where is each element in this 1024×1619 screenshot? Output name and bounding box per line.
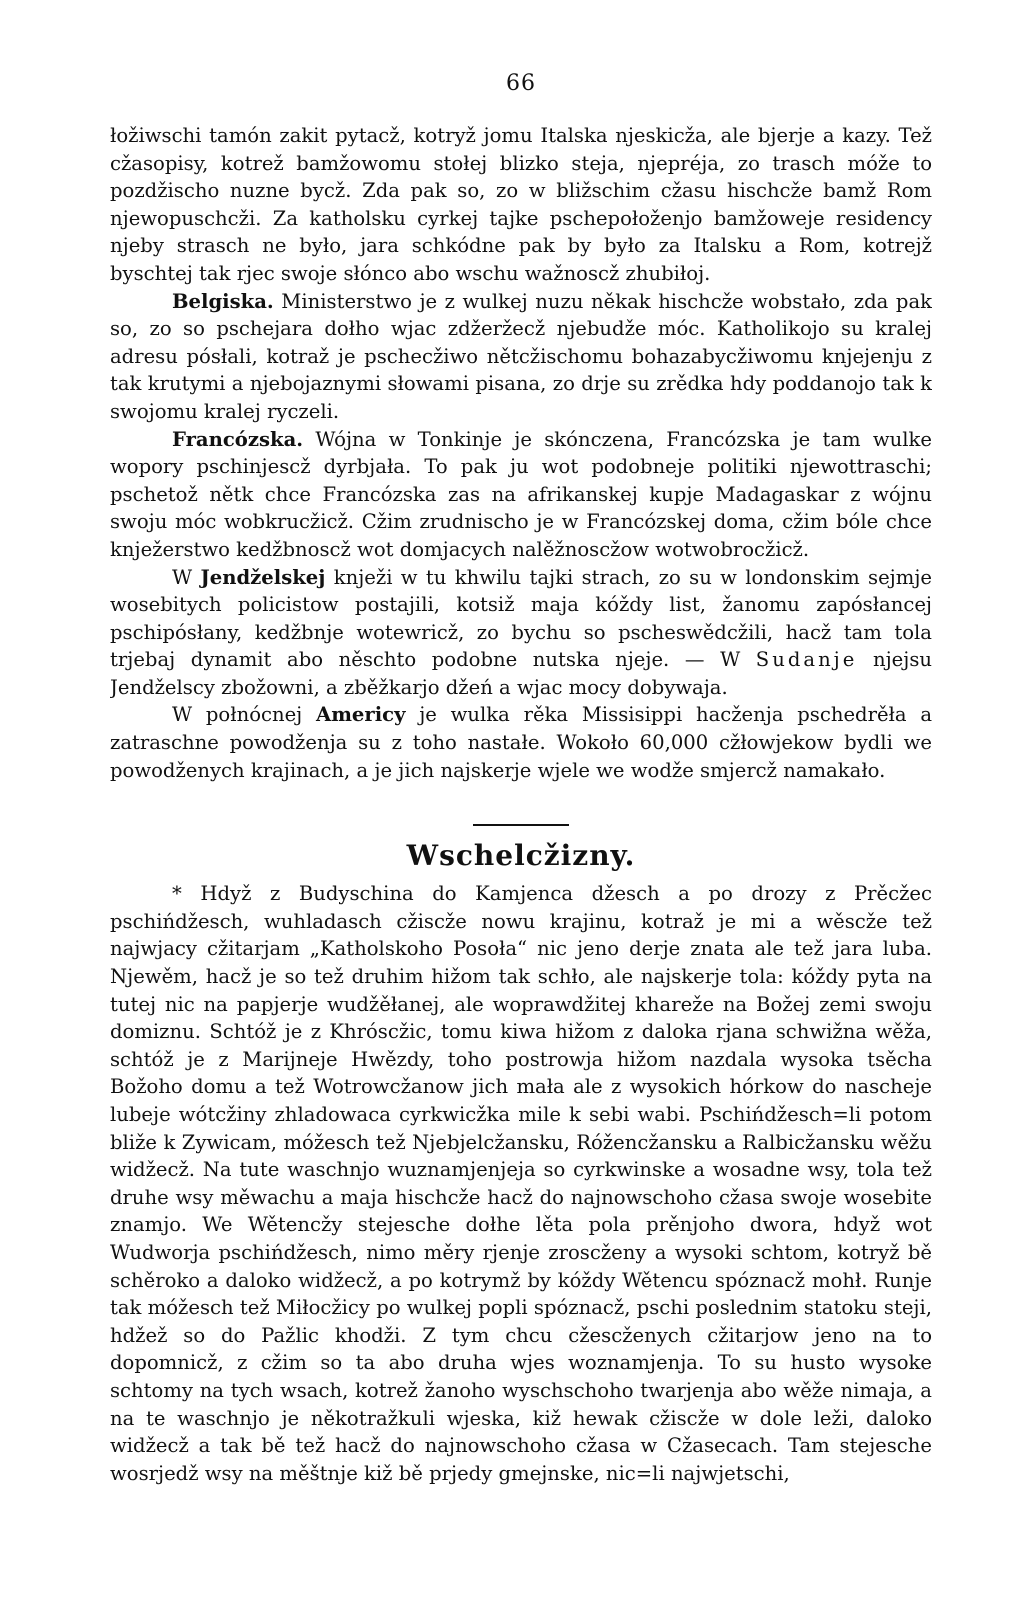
paragraph-amerika (110, 701, 932, 784)
keyword-jendzelskej: Jendželskej (200, 565, 326, 589)
paragraph-amerika-text: je wulka rěka Missisippi hacženja pschedrěła a zatraschne powodženja su z toho nastałe. Wokoło 60,000 cžłowjekow bydli we powodženych krajinach, a je jich najskerje wjele we wodže smjercž namakało. (110, 703, 932, 782)
lead-francozska: Francózska. (172, 427, 304, 451)
paragraph-rome-text: łožiwschi tamón zakit pytacž, kotryž jomu Italska njeskicža, ale bjerje a kazy. Tež cžasopisy, kotrež bamžowomu stołej blizko steja, njepréja, zo trasch móže to pozdžischo nuzne bycž. Zda pak so, zo w bližschim cžasu hischcže bamž Rom njewopuschcži. Za katholsku cyrkej tajke pschepołoženjo bamžoweje residency njeby strasch ne było, jara schkódne pak by było za Italsku a Rom, kotrejž byschtej tak rjec swoje słónco abo wschu wažnoscž zhubiłoj. (110, 124, 932, 285)
paragraph-francozska (110, 426, 932, 564)
paragraph-rome (110, 122, 932, 288)
paragraph-amerika-prefix: W połnócnej (172, 703, 316, 727)
paragraph-jendzelska-prefix: W (172, 565, 201, 589)
section-body: * Hdyž z Budyschina do Kamjenca džesch a po drozy z Prěcžec pschińdžesch, wuhladasch cžiscže nowu krajinu, kotraž je mi a wěscže tež najwjacy cžitarjam „Katholskoho Posoła“ nic jeno derje znata ale tež jara luba. Njewěm, hacž je so tež druhim hižom tak schło, ale najskerje tola: kóždy pyta na tutej nic na papjerje wudžěłanej, ale woprawdžitej khareže na Božej zemi swoju domiznu. Schtóž je z Khróscžic, tomu kiwa hižom z daloka rjana schwižna wěža, schtóž je z Marijneje Hwězdy, toho postrowja hižom nazdala wysoka tsěcha Božoho domu a tež Wotrowcžanow jich mała ale z wysokich hórkow do nascheje lubeje wótcžiny zhladowaca cyrkwicžka mile k sebi wabi. Pschińdžesch=li potom bliže k Zywicam, móžesch tež Njebjelcžansku, Róžencžansku a Ralbicžansku wěžu widžecž. Na tute waschnjo wuznamjenjeja so cyrkwinske a wosadne wsy, tola tež druhe wsy měwachu a maja hischcže hacž do najnowschoho cžasa swoje wosebite znamjo. We Wětencžy stejesche dołhe lěta pola prěnjoho dwora, hdyž wot Wudworja pschińdžesch, nimo měry rjenje zroscženy a wysoki schtom, kotryž bě schěroko a daloko widžecž, a po kotrymž by kóždy Wětencu spóznacž mohł. Runje tak móžesch tež Miłocžicy po wulkej popli spóznacž, pschi poslednim statoku steji, hdžež so do Pažlic khodži. Z tym chcu cžescženych cžitarjow jeno na to dopomnicž, z cžim so ta abo druha wjes woznamjenja. To su husto wysoke schtomy na tych wsach, kotrež žanoho wyschschoho twarjenja abo wěže nimaja, a na te waschnjo je někotražkuli wjeska, kiž hewak cžiscže w dole leži, daloko widžecž a tak bě tež hacž do najnowschoho cžasa w Cžasecach. Tam stejesche wosrjedž wsy na měštnje kiž bě prjedy gmejnske, nic=li najwjetschi, (110, 882, 932, 1485)
keyword-sudanje: Sudanje (755, 648, 858, 672)
page-number: 66 (506, 71, 536, 96)
section-title: Wschelcžizny. (406, 839, 636, 873)
paragraph-belgiska (110, 288, 932, 426)
document-page (110, 60, 932, 1600)
lead-belgiska: Belgiska. (172, 289, 274, 313)
section-divider (473, 824, 569, 826)
keyword-americy: Americy (316, 703, 406, 727)
paragraph-jendzelska-end: njejsu Jendželscy zbožowni, a zběžkarjo džeń a wjac mocy dobywaja. (110, 648, 932, 699)
paragraph-jendzelska (110, 564, 932, 702)
paragraph-belgiska-text: Ministerstwo je z wulkej nuzu někak hischcže wobstało, zda pak so, zo so pschejara dołho wjac zdžeržecž njebudže móc. Katholikojo su kralej adresu pósłali, kotraž je pschecžiwo nětcžischomu bohazabycžiwomu knjejenju z tak krutymi a njebojaznymi słowami pisana, zo drje su zrědka hdy poddanojo tak k swojomu kralej ryczeli. (110, 289, 932, 423)
paragraph-jendzelska-text: knježi w tu khwilu tajki strach, zo su w londonskim sejmje wosebitych policistow postajili, kotsiž maja kóždy list, žanomu zapósłancej pschipósłany, kedžbnje wotewricž, zo bychu so pscheswědcžili, hacž tam tola trjebaj dynamit abo něschto podobne nutska njeje. — W (110, 565, 932, 672)
paragraph-francozska-text: Wójna w Tonkinje je skónczena, Francózska je tam wulke wopory pschinjescž dyrbjała. To pak ju wot podobneje politiki njewottraschi; pschetož nětk chce Francózska zas na afrikanskej kupje Madagaskar z wójnu swoju móc wobkrucžicž. Cžim zrudnischo je w Francózskej doma, cžim bóle chce knježerstwo kedžbnoscž wot domjacych nalěžnoscžow wotwobrocžicž. (110, 427, 932, 561)
